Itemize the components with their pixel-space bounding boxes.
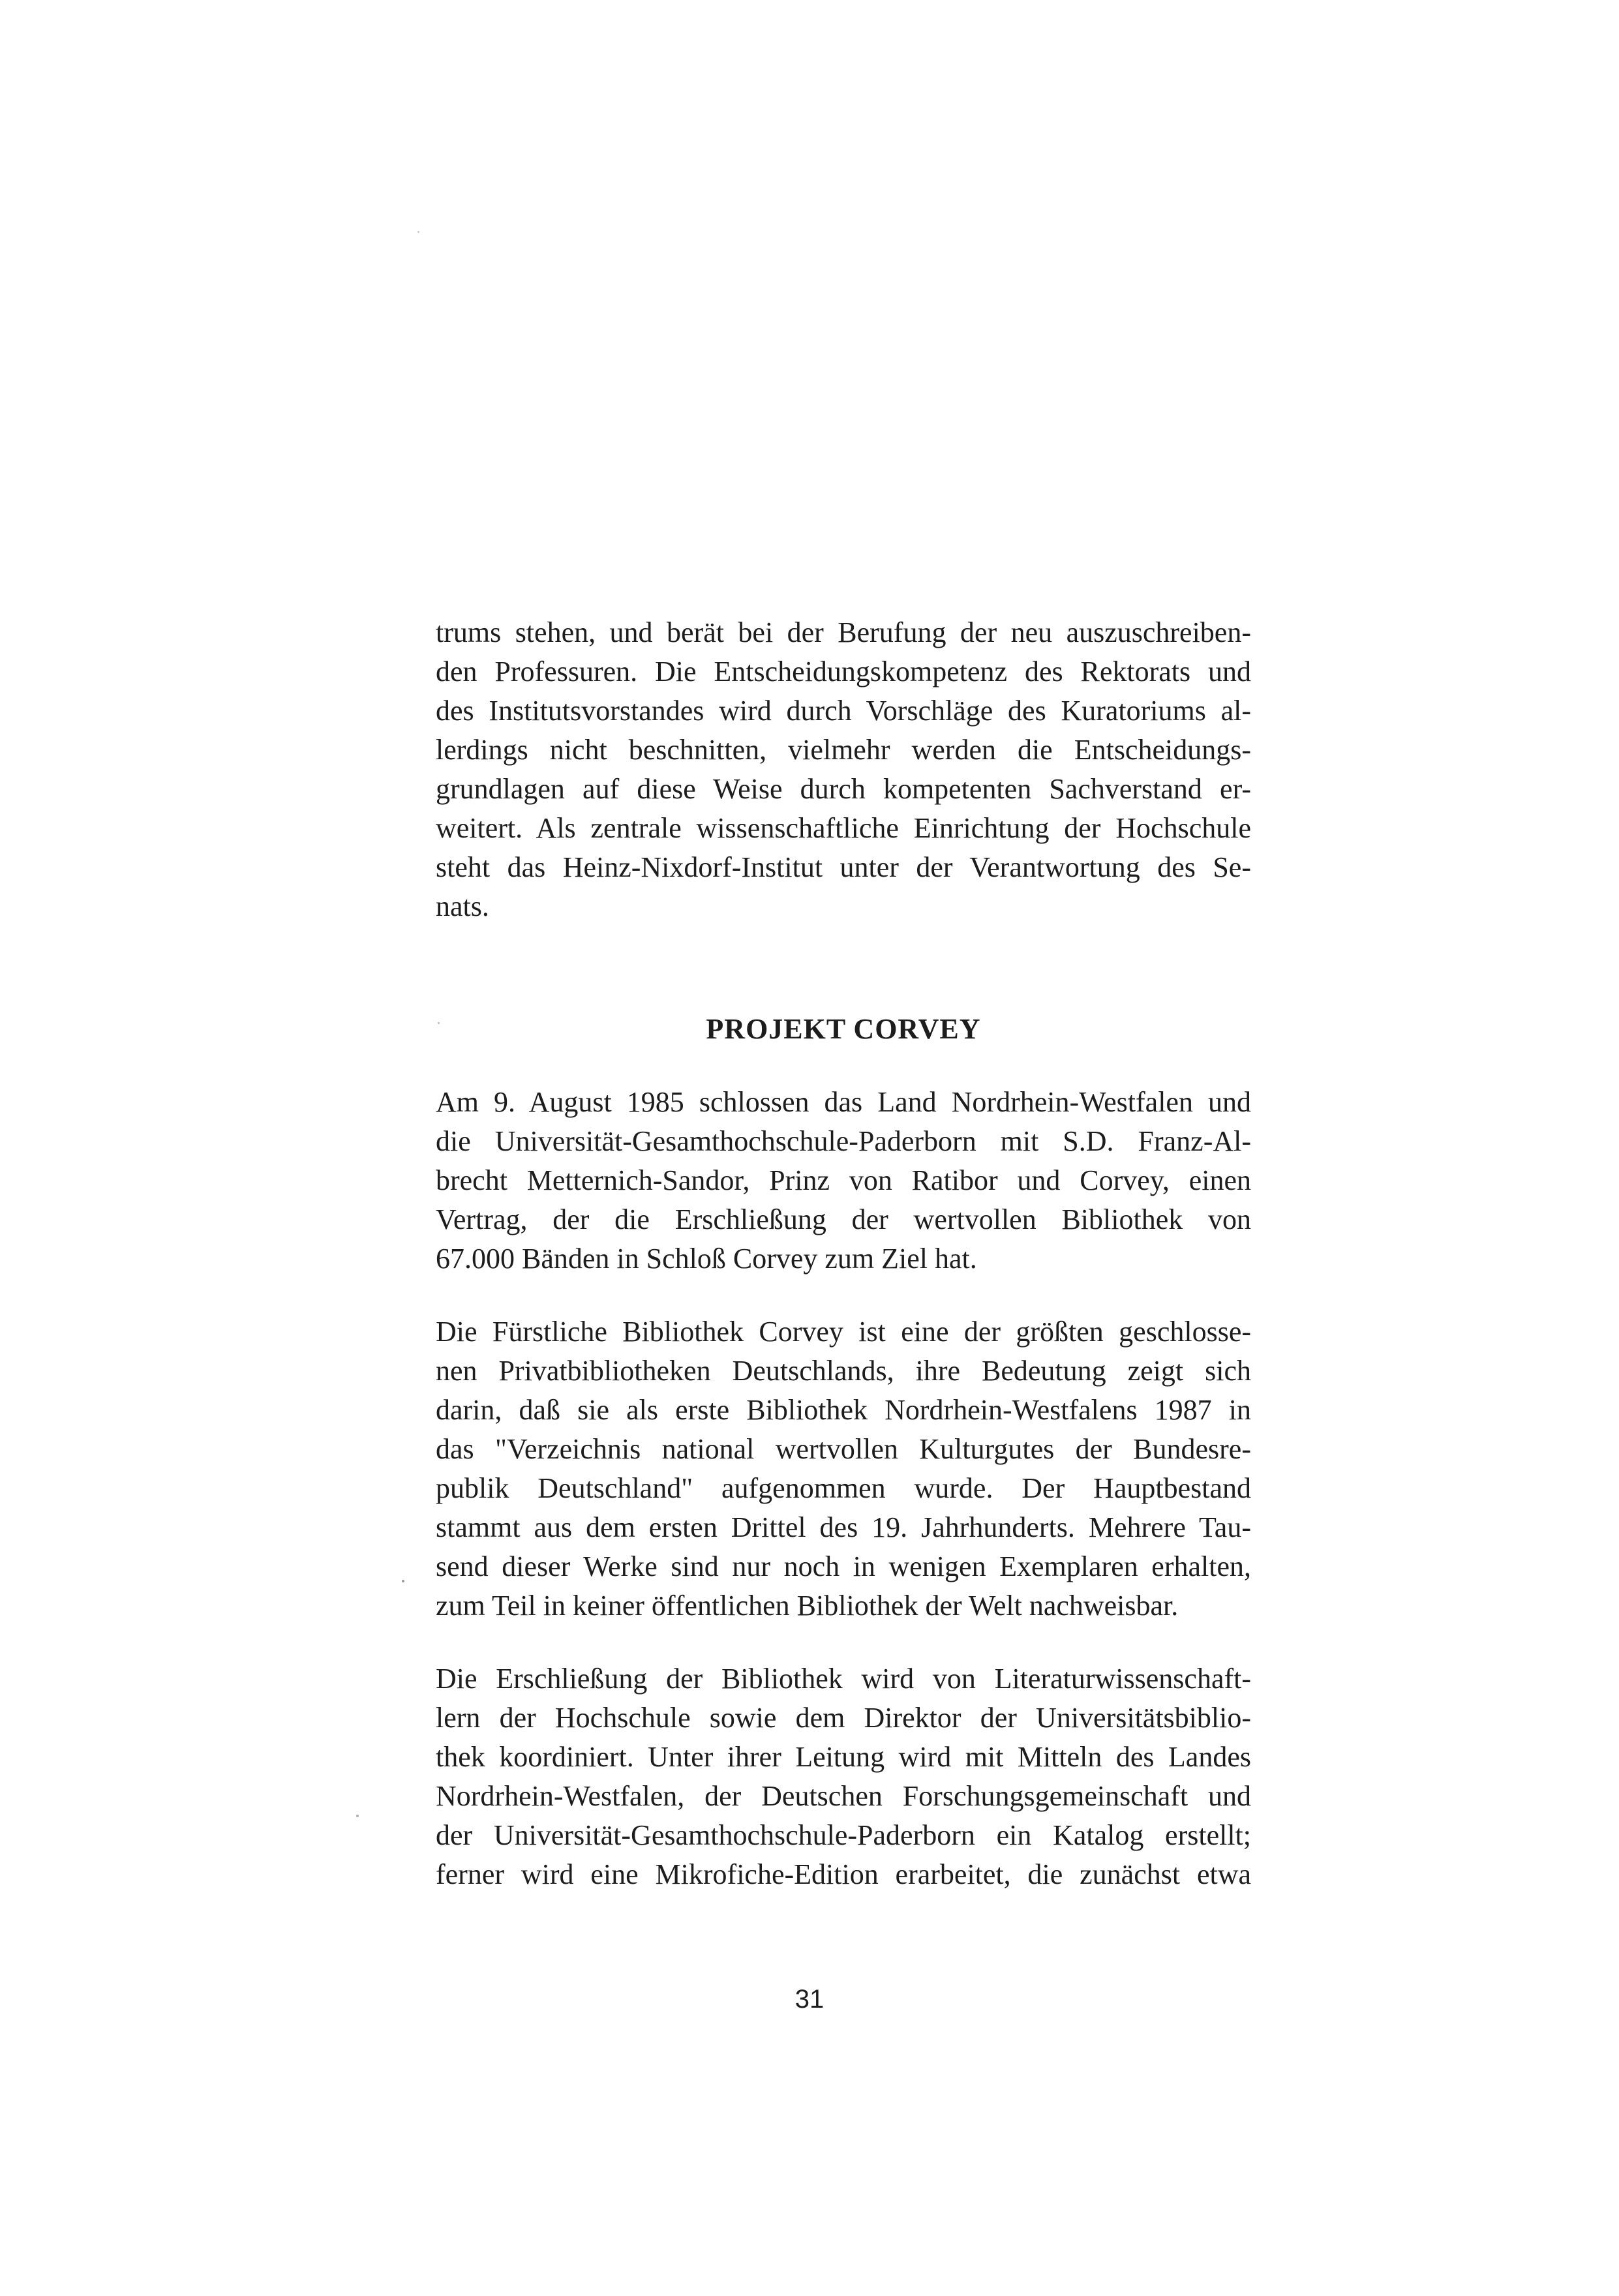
text-line: der Universität-Gesamthochschule-Paderborn ein Katalog erstellt; — [436, 1819, 1251, 1851]
text-line: zum Teil in keiner öffentlichen Bibliothek der Welt nachweisbar. — [436, 1590, 1179, 1622]
paragraph-vertrag — [436, 1083, 1251, 1278]
text-line: den Professuren. Die Entscheidungskompetenz des Rektorats und — [436, 656, 1251, 687]
paragraph-kuratorium — [436, 613, 1251, 926]
text-line: Die Fürstliche Bibliothek Corvey ist eine der größten geschlosse- — [436, 1316, 1251, 1348]
text-line: darin, daß sie als erste Bibliothek Nordrhein-Westfalens 1987 in — [436, 1394, 1251, 1426]
page-number: 31 — [794, 1985, 825, 2014]
text-line: das "Verzeichnis national wertvollen Kulturgutes der Bundesre- — [436, 1433, 1251, 1465]
text-line: brecht Metternich-Sandor, Prinz von Ratibor und Corvey, einen — [436, 1164, 1251, 1196]
scan-speck — [402, 1580, 404, 1582]
text-line: trums stehen, und berät bei der Berufung der neu auszuschreiben- — [436, 616, 1251, 648]
text-line: Nordrhein-Westfalen, der Deutschen Forschungsgemeinschaft und — [436, 1780, 1251, 1812]
scan-speck — [417, 231, 419, 233]
paragraph-erschliessung — [436, 1659, 1251, 1894]
text-line: Die Erschließung der Bibliothek wird von Literaturwissenschaft- — [436, 1663, 1251, 1695]
text-line: thek koordiniert. Unter ihrer Leitung wird mit Mitteln des Landes — [436, 1741, 1251, 1773]
text-line: grundlagen auf diese Weise durch kompetenten Sachverstand er- — [436, 773, 1251, 805]
text-line: publik Deutschland" aufgenommen wurde. Der Hauptbestand — [436, 1472, 1251, 1504]
text-line: die Universität-Gesamthochschule-Paderborn mit S.D. Franz-Al- — [436, 1125, 1251, 1157]
text-line: 67.000 Bänden in Schloß Corvey zum Ziel hat. — [436, 1243, 977, 1275]
text-line: lern der Hochschule sowie dem Direktor der Universitätsbiblio- — [436, 1702, 1251, 1734]
text-line: steht das Heinz-Nixdorf-Institut unter der Verantwortung des Se- — [436, 851, 1251, 883]
text-line: des Institutsvorstandes wird durch Vorschläge des Kuratoriums al- — [436, 695, 1251, 727]
text-line: lerdings nicht beschnitten, vielmehr werden die Entscheidungs- — [436, 734, 1251, 766]
text-line: weitert. Als zentrale wissenschaftliche Einrichtung der Hochschule — [436, 812, 1251, 844]
text-line: nen Privatbibliotheken Deutschlands, ihre Bedeutung zeigt sich — [436, 1355, 1251, 1387]
scan-speck — [356, 1815, 359, 1817]
text-line: nats. — [436, 890, 489, 922]
paragraph-bibliothek — [436, 1312, 1251, 1625]
section-heading: PROJEKT CORVEY — [706, 1013, 981, 1045]
text-line: ferner wird eine Mikrofiche-Edition erarbeitet, die zunächst etwa — [436, 1858, 1251, 1890]
text-line: Am 9. August 1985 schlossen das Land Nordrhein-Westfalen und — [436, 1086, 1251, 1118]
text-column — [436, 613, 1251, 1894]
text-line: Vertrag, der die Erschließung der wertvollen Bibliothek von — [436, 1203, 1251, 1235]
text-line: send dieser Werke sind nur noch in wenigen Exemplaren erhalten, — [436, 1550, 1251, 1582]
text-line: stammt aus dem ersten Drittel des 19. Jahrhunderts. Mehrere Tau- — [436, 1511, 1251, 1543]
